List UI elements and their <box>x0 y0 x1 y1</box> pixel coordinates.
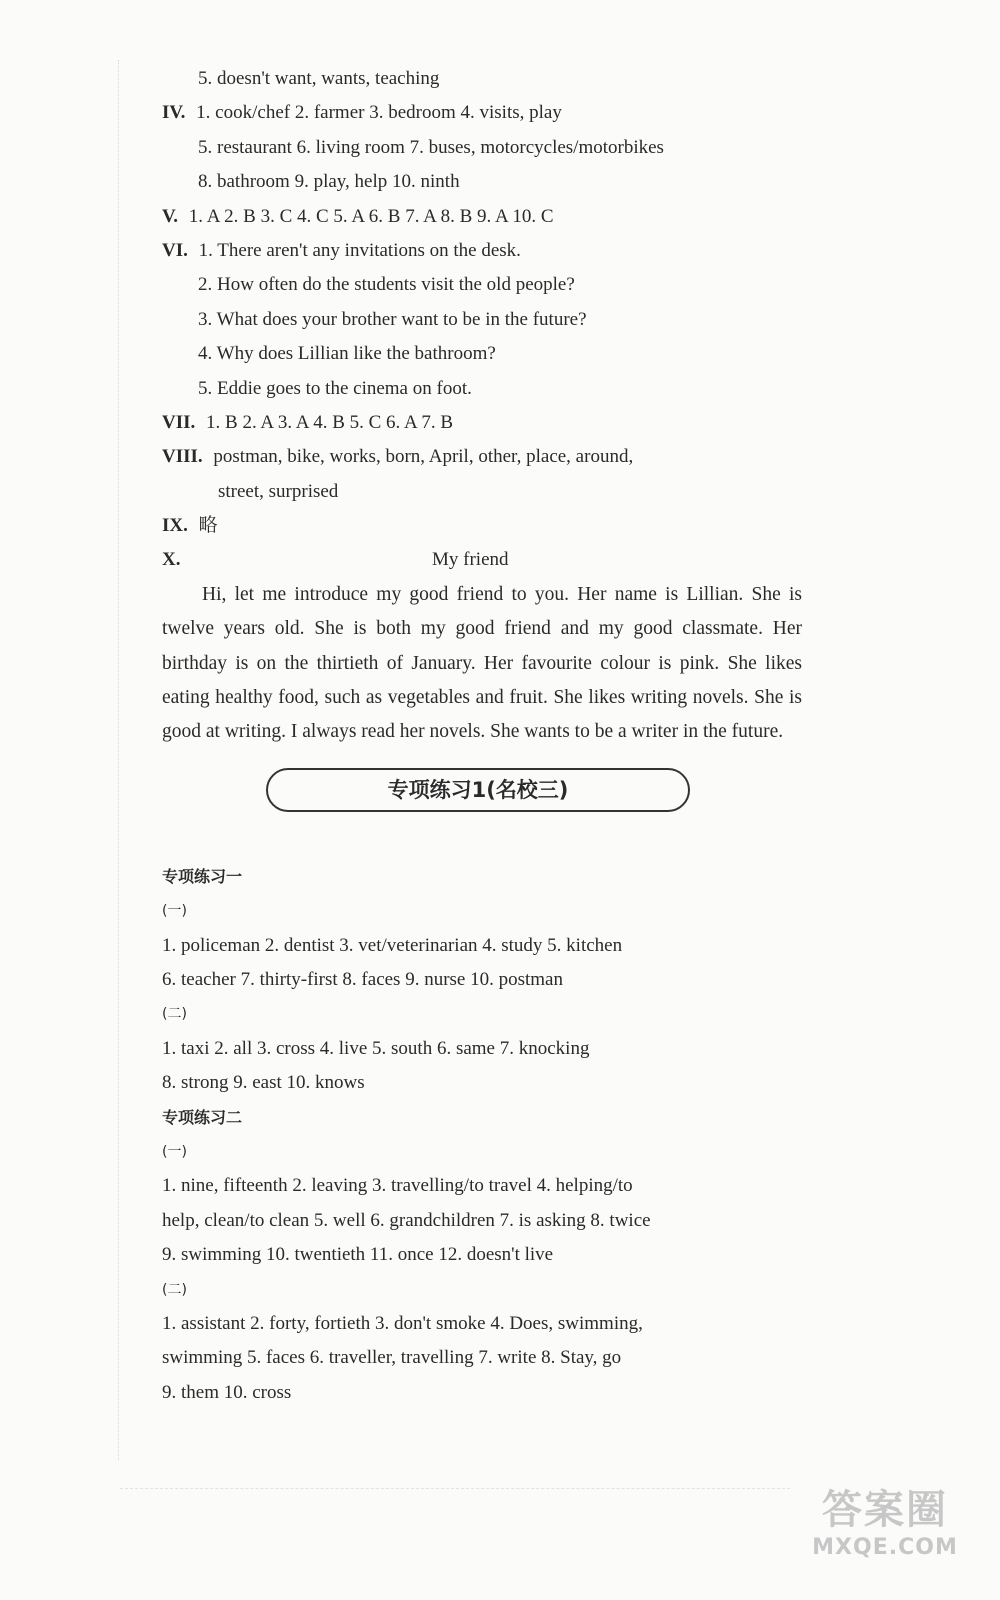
answer-line: 1. B 2. A 3. A 4. B 5. C 6. A 7. B <box>206 411 454 433</box>
section-banner: 专项练习1(名校三) <box>266 768 690 812</box>
section-number: V. <box>162 205 179 227</box>
exercise-heading: 专项练习一 <box>162 866 243 886</box>
answer-line: 1. nine, fifteenth 2. leaving 3. travelling/to travel 4. helping/to <box>162 1175 633 1197</box>
watermark-site: MXQE.COM <box>812 1535 958 1560</box>
section-V <box>162 200 802 234</box>
section-number: VIII. <box>162 446 203 468</box>
answer-line: postman, bike, works, born, April, other, place, around, <box>213 446 634 468</box>
answer-line: 5. doesn't want, wants, teaching <box>198 68 440 89</box>
answer-line: 5. Eddie goes to the cinema on foot. <box>198 377 472 399</box>
essay-body <box>162 578 802 750</box>
answer-page <box>162 62 802 1410</box>
section-VII <box>162 406 802 440</box>
answer-line: 5. restaurant 6. living room 7. buses, motorcycles/motorbikes <box>198 136 664 158</box>
section-number: IX. <box>162 515 188 537</box>
answer-line: street, surprised <box>218 480 339 502</box>
group-label: (一) <box>162 1144 187 1161</box>
section-IX <box>162 509 802 543</box>
answer-line: 1. A 2. B 3. C 4. C 5. A 6. B 7. A 8. B 9. A 10. C <box>188 205 554 227</box>
answer-line: 2. How often do the students visit the old people? <box>198 274 575 296</box>
answer-line: swimming 5. faces 6. traveller, travelling 7. write 8. Stay, go <box>162 1347 622 1369</box>
answer-line: 8. strong 9. east 10. knows <box>162 1072 365 1094</box>
section-X <box>162 543 802 577</box>
answer-line: 4. Why does Lillian like the bathroom? <box>198 343 496 365</box>
exercise-heading: 专项练习二 <box>162 1107 243 1127</box>
watermark <box>800 1478 970 1560</box>
section-VIII <box>162 440 802 474</box>
section-number: X. <box>162 549 181 571</box>
bottom-rule <box>120 1488 790 1489</box>
answer-line: 6. teacher 7. thirty-first 8. faces 9. nurse 10. postman <box>162 969 563 991</box>
answer-line: 1. There aren't any invitations on the desk. <box>198 239 521 261</box>
answer-line: 1. cook/chef 2. farmer 3. bedroom 4. visits, play <box>196 102 562 124</box>
answer-line: 1. taxi 2. all 3. cross 4. live 5. south 6. same 7. knocking <box>162 1037 590 1059</box>
answer-line: help, clean/to clean 5. well 6. grandchildren 7. is asking 8. twice <box>162 1209 651 1231</box>
answer-line: 8. bathroom 9. play, help 10. ninth <box>198 171 460 193</box>
answer-line: 1. assistant 2. forty, fortieth 3. don't smoke 4. Does, swimming, <box>162 1312 643 1334</box>
answer-line: 9. swimming 10. twentieth 11. once 12. doesn't live <box>162 1244 554 1266</box>
group-label: (二) <box>162 1281 187 1298</box>
answer-line: 3. What does your brother want to be in the future? <box>198 308 587 330</box>
section-number: IV. <box>162 102 186 124</box>
answer-line: 略 <box>198 515 218 537</box>
margin-line <box>118 60 119 1460</box>
answer-line: 1. policeman 2. dentist 3. vet/veterinarian 4. study 5. kitchen <box>162 934 623 956</box>
watermark-logo: 答案圈 <box>822 1487 948 1533</box>
section-number: VI. <box>162 239 188 261</box>
essay-title: My friend <box>432 549 509 571</box>
section-IV <box>162 96 802 130</box>
banner-wrap <box>162 750 802 860</box>
section-VI <box>162 234 802 268</box>
answer-line: 9. them 10. cross <box>162 1381 292 1403</box>
essay-paragraph: Hi, let me introduce my good friend to you. Her name is Lillian. She is twelve years old. She is both my good friend and my good classmate. Her birthday is on the thirtieth of January. Her favourite colour is pink. She likes eating healthy food, such as vegetables and fruit. She likes writing novels. She is good at writing. I always read her novels. She wants to be a writer in the future. <box>162 583 802 743</box>
group-label: (一) <box>162 903 187 920</box>
section-number: VII. <box>162 411 196 433</box>
group-label: (二) <box>162 1006 187 1023</box>
